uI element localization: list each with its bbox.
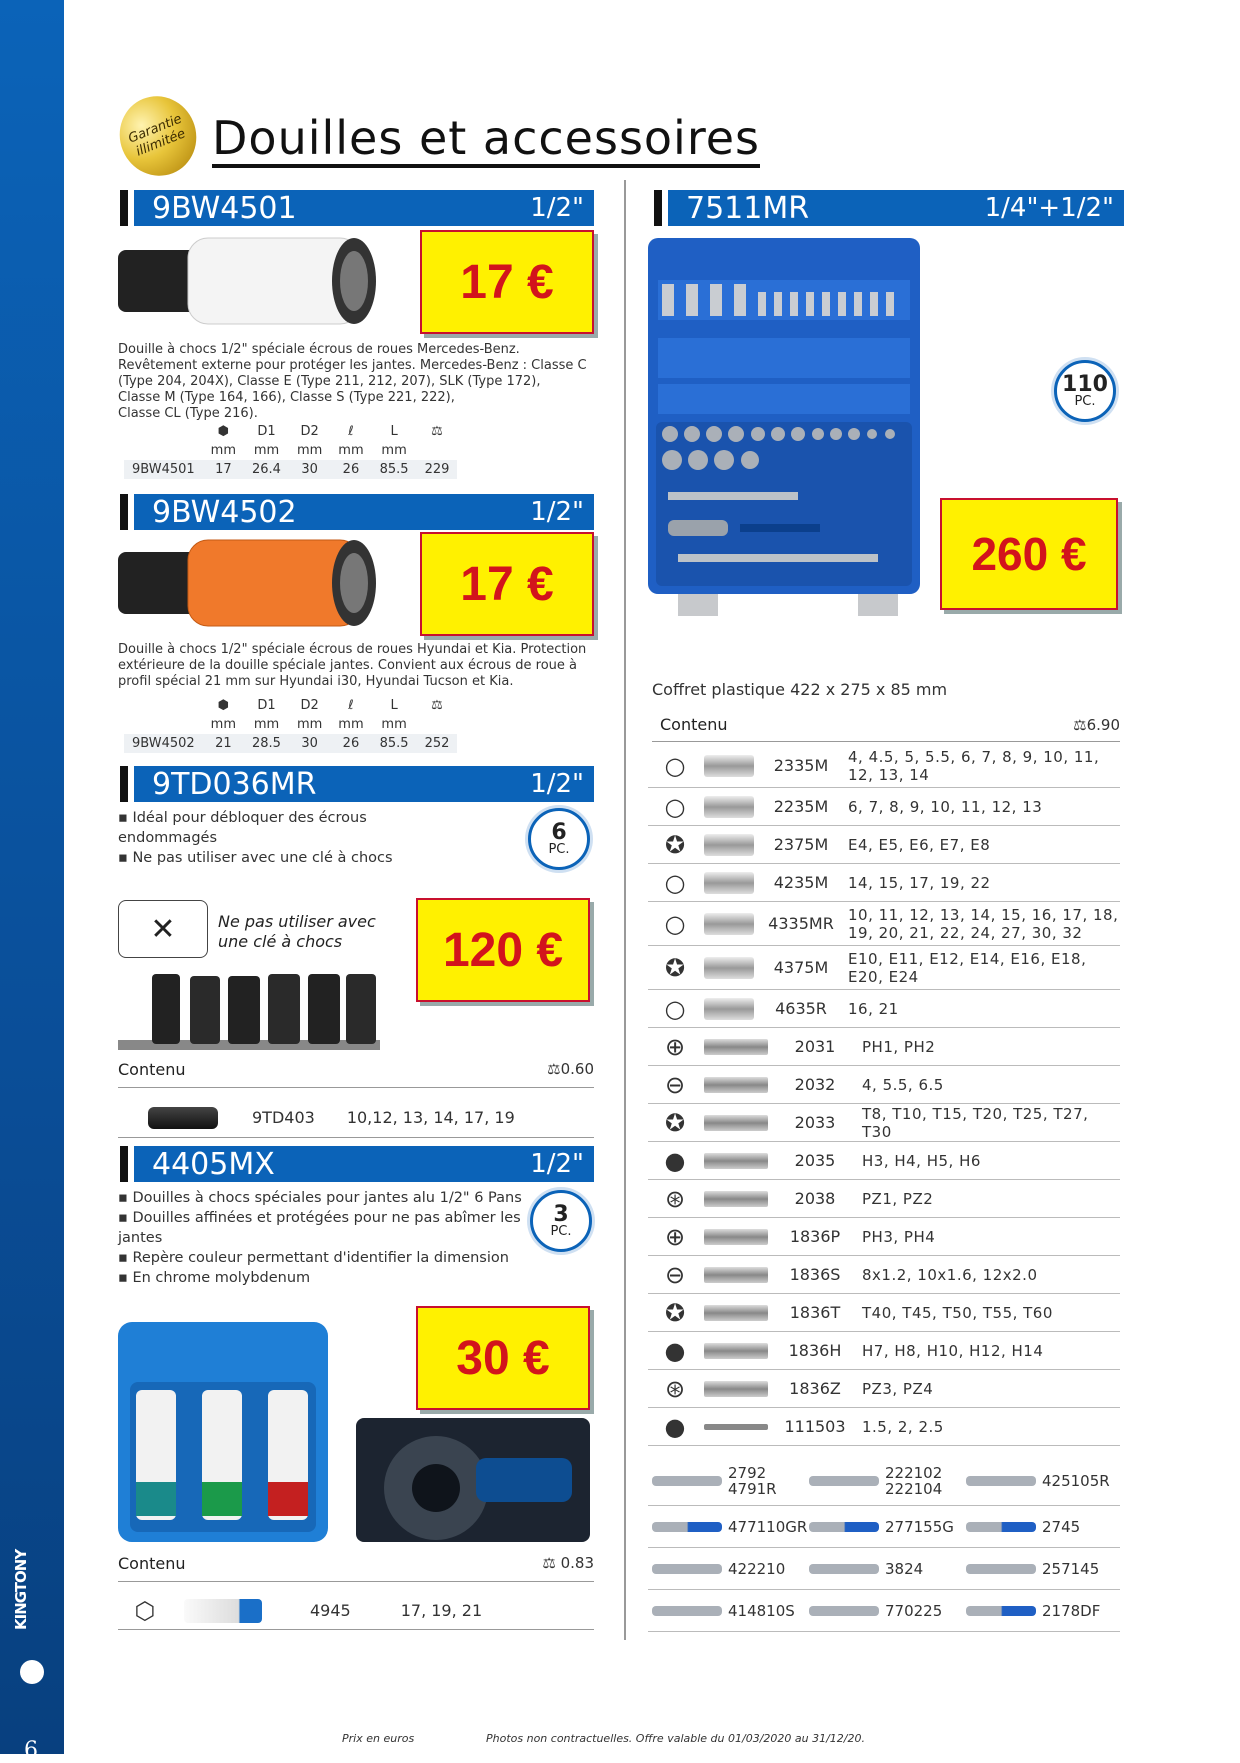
hex-icon: ⬡ xyxy=(134,1596,156,1625)
table-row xyxy=(648,1066,1120,1104)
footer-prices: Prix en euros xyxy=(342,1732,415,1745)
accessory-tool-image xyxy=(809,1476,879,1486)
accessory-code: 770225 xyxy=(885,1601,943,1620)
contenu-header: Contenu ⚖ 0.83 xyxy=(118,1554,594,1582)
accessory-code: 2745 xyxy=(1042,1517,1081,1536)
tip-profile-icon: ● xyxy=(664,1336,686,1365)
bit-image xyxy=(704,1305,768,1321)
accessory-code: 277155G xyxy=(885,1517,954,1536)
accessory-item xyxy=(966,1519,1116,1535)
drive-size: 1/2" xyxy=(530,769,584,799)
product-code: 4405MX xyxy=(152,1146,275,1182)
product-code: 7511MR xyxy=(686,190,810,226)
bit-image xyxy=(704,1229,768,1245)
tip-profile-icon: ✪ xyxy=(664,953,686,982)
item-code: 1836Z xyxy=(789,1379,841,1398)
spec-row: 9BW4502 21 28.5 30 26 85.5 252 xyxy=(124,734,457,753)
bit-image xyxy=(704,1191,768,1207)
feature-item: ▪ Repère couleur permettant d'identifier la dimension xyxy=(118,1250,509,1266)
item-code: 2375M xyxy=(773,835,829,854)
item-sizes: PZ3, PZ4 xyxy=(862,1379,934,1398)
contenu-header: Contenu ⚖0.60 xyxy=(118,1060,594,1088)
accessory-code: 257145 xyxy=(1042,1559,1100,1578)
item-code: 111503 xyxy=(784,1417,846,1436)
socket-image-orange xyxy=(118,534,382,632)
product-code: 9TD036MR xyxy=(152,766,317,802)
feature-item: ▪ Idéal pour débloquer des écrous endommagés xyxy=(118,810,367,846)
item-sizes: PZ1, PZ2 xyxy=(862,1189,934,1208)
accessory-item xyxy=(966,1603,1116,1619)
tip-profile-icon: ⊖ xyxy=(664,1260,686,1289)
item-code: 4635R xyxy=(775,999,827,1018)
piece-count-badge: 6 PC. xyxy=(528,808,590,870)
list-item: ⬡ 4945 17, 19, 21 xyxy=(118,1592,594,1630)
accessories-list xyxy=(648,1456,1120,1632)
tip-profile-icon: ⊕ xyxy=(664,1032,686,1061)
item-sizes: E4, E5, E6, E7, E8 xyxy=(848,835,991,854)
item-code: 4235M xyxy=(773,873,829,892)
item-code: 2235M xyxy=(773,797,829,816)
tip-profile-icon: ⊖ xyxy=(664,1070,686,1099)
tip-profile-icon: ✪ xyxy=(664,830,686,859)
accessory-code: 422210 xyxy=(728,1559,786,1578)
tip-profile-icon: ⊕ xyxy=(664,1222,686,1251)
column-divider xyxy=(624,180,626,1640)
item-code: 1836T xyxy=(789,1303,841,1322)
product-header-9bw4502 xyxy=(134,494,594,530)
contents-list xyxy=(648,744,1120,1446)
item-sizes: 16, 21 xyxy=(848,999,899,1018)
tip-profile-icon: ⊛ xyxy=(664,1374,686,1403)
weight-value: ⚖ 0.83 xyxy=(542,1554,594,1572)
table-row xyxy=(648,1332,1120,1370)
item-sizes: T8, T10, T15, T20, T25, T27, T30 xyxy=(862,1104,1089,1141)
product-header-4405mx xyxy=(134,1146,594,1182)
extractor-set-image xyxy=(118,968,380,1054)
price-tag: 17 € xyxy=(420,532,594,636)
accessory-row xyxy=(648,1506,1120,1548)
socket-image xyxy=(704,796,754,818)
accessory-tool-image xyxy=(966,1564,1036,1574)
weight-icon: ⚖ xyxy=(431,424,443,439)
price-tag: 17 € xyxy=(420,230,594,334)
accessory-tool-image xyxy=(652,1476,722,1486)
wheel-socket-icon xyxy=(184,1599,262,1623)
bit-image xyxy=(704,1039,768,1055)
item-code: 1836H xyxy=(788,1341,842,1360)
accessory-item xyxy=(652,1561,802,1577)
socket-image xyxy=(704,872,754,894)
wheel-socket-case-image xyxy=(118,1322,328,1542)
table-row xyxy=(648,1142,1120,1180)
spec-row: 9BW4501 17 26.4 30 26 85.5 229 xyxy=(124,460,457,479)
drive-size: 1/2" xyxy=(530,497,584,527)
item-sizes: PH1, PH2 xyxy=(862,1037,936,1056)
item-code: 2031 xyxy=(794,1037,836,1056)
table-row xyxy=(648,744,1120,788)
accessory-row xyxy=(648,1590,1120,1632)
item-code: 2035 xyxy=(794,1151,836,1170)
bit-image xyxy=(704,1077,768,1093)
drive-size: 1/2" xyxy=(530,1149,584,1179)
accessory-tool-image xyxy=(652,1522,722,1532)
socket-image xyxy=(704,834,754,856)
accessory-code: 222102 222104 xyxy=(885,1463,943,1498)
accessory-code: 3824 xyxy=(885,1559,924,1578)
accessory-item xyxy=(966,1473,1116,1489)
accessory-item xyxy=(652,1465,802,1497)
list-item: 9TD403 10,12, 13, 14, 17, 19 xyxy=(118,1098,594,1138)
weight-value: ⚖6.90 xyxy=(1073,715,1120,734)
product-description: Douille à chocs 1/2" spéciale écrous de roues Mercedes-Benz. Revêtement externe pour protéger les jantes. Mercedes-Benz : Classe C (Type 204, 204X), Classe E (Type 211, 212, 207), SLK (Type 172), Classe M (Type 164, 166), Classe S (Type 221, 222), Classe CL (Type 216). xyxy=(118,342,587,421)
item-code: 2033 xyxy=(794,1113,836,1132)
tip-profile-icon: ⊛ xyxy=(664,1184,686,1213)
accessory-code: 2178DF xyxy=(1042,1601,1101,1620)
item-code: 1836S xyxy=(789,1265,841,1284)
tip-profile-icon: ✪ xyxy=(664,1108,686,1137)
accessory-tool-image xyxy=(652,1564,722,1574)
item-sizes: T40, T45, T50, T55, T60 xyxy=(862,1303,1053,1322)
drive-size: 1/4"+1/2" xyxy=(984,193,1114,223)
item-code: 2335M xyxy=(773,756,829,775)
socket-image xyxy=(704,998,754,1020)
tip-profile-icon: ○ xyxy=(664,868,686,897)
item-code: 2038 xyxy=(794,1189,836,1208)
bit-image xyxy=(704,1343,768,1359)
drive-size: 1/2" xyxy=(530,193,584,223)
accessory-code: 477110GR xyxy=(728,1517,808,1536)
weight-value: ⚖0.60 xyxy=(547,1060,594,1078)
table-row xyxy=(648,864,1120,902)
item-sizes: H7, H8, H10, H12, H14 xyxy=(862,1341,1044,1360)
accessory-item xyxy=(809,1561,959,1577)
item-sizes: E10, E11, E12, E14, E16, E18, E20, E24 xyxy=(848,949,1087,986)
accessory-item xyxy=(652,1517,808,1536)
weight-icon: ⚖ xyxy=(431,698,443,713)
socket-image-white xyxy=(118,232,382,330)
table-row xyxy=(648,1370,1120,1408)
warning-text: Ne pas utiliser avec une clé à chocs xyxy=(218,912,376,951)
product-header-9td036mr xyxy=(134,766,594,802)
bit-image xyxy=(704,1381,768,1397)
spec-table: ⬢ D1 D2 ℓ L ⚖ mm mm mm mm mm 9BW4502 21 28.5 30 26 85.5 252 xyxy=(124,696,457,753)
accessory-row xyxy=(648,1548,1120,1590)
sidebar xyxy=(0,0,64,1763)
product-description: Douille à chocs 1/2" spéciale écrous de roues Hyundai et Kia. Protection extérieure de la douille spéciale jantes. Convient aux écrous de roue à profil spécial 21 mm sur Hyundai i30, Hyundai Tucson et Kia. xyxy=(118,642,587,689)
hex-icon: ⬢ xyxy=(217,698,230,713)
product-code: 9BW4501 xyxy=(152,190,297,226)
product-header-7511mr xyxy=(668,190,1124,226)
bit-image xyxy=(704,1153,768,1169)
extractor-socket-icon xyxy=(148,1107,218,1129)
item-sizes: 4, 5.5, 6.5 xyxy=(862,1075,944,1094)
usage-photo xyxy=(356,1418,590,1542)
accessory-row xyxy=(648,1456,1120,1506)
item-sizes: 6, 7, 8, 9, 10, 11, 12, 13 xyxy=(848,797,1043,816)
socket-image xyxy=(704,913,754,935)
socket-image xyxy=(704,957,754,979)
table-row xyxy=(648,990,1120,1028)
spec-table: ⬢ D1 D2 ℓ L ⚖ mm mm mm mm mm 9BW4501 17 26.4 30 26 85.5 229 xyxy=(124,422,457,479)
table-row xyxy=(648,1408,1120,1446)
accessory-item xyxy=(652,1603,802,1619)
accessory-code: 414810S xyxy=(728,1601,795,1620)
accessory-tool-image xyxy=(966,1606,1036,1616)
accessory-item xyxy=(809,1465,959,1497)
contenu-header: Contenu ⚖6.90 xyxy=(652,708,1120,742)
table-row xyxy=(648,1256,1120,1294)
accessory-tool-image xyxy=(809,1564,879,1574)
product-header-9bw4501 xyxy=(134,190,594,226)
brand-emblem-icon xyxy=(20,1660,44,1684)
item-code: 1836P xyxy=(789,1227,841,1246)
feature-item: ▪ En chrome molybdenum xyxy=(118,1270,311,1286)
footer-note: Photos non contractuelles. Offre valable du 01/03/2020 au 31/12/20. xyxy=(486,1732,865,1745)
piece-count-badge: 3 PC. xyxy=(530,1190,592,1252)
case-dimensions: Coffret plastique 422 x 275 x 85 mm xyxy=(652,680,948,699)
tip-profile-icon: ○ xyxy=(664,909,686,938)
tip-profile-icon: ○ xyxy=(664,994,686,1023)
item-sizes: PH3, PH4 xyxy=(862,1227,936,1246)
tip-profile-icon: ○ xyxy=(664,751,686,780)
item-sizes: 4, 4.5, 5, 5.5, 6, 7, 8, 9, 10, 11, 12, 13, 14 xyxy=(848,747,1100,784)
accessory-item xyxy=(809,1519,959,1535)
table-row xyxy=(648,946,1120,990)
table-row xyxy=(648,902,1120,946)
price-tag: 30 € xyxy=(416,1306,590,1410)
key-image xyxy=(704,1424,768,1430)
product-code: 9BW4502 xyxy=(152,494,297,530)
feature-item: ▪ Douilles à chocs spéciales pour jantes alu 1/2" 6 Pans xyxy=(118,1190,522,1206)
feature-list xyxy=(118,1188,530,1288)
accessory-tool-image xyxy=(966,1522,1036,1532)
table-row xyxy=(648,788,1120,826)
table-row xyxy=(648,826,1120,864)
guarantee-badge: Garantie illimitée xyxy=(108,85,208,188)
tip-profile-icon: ○ xyxy=(664,792,686,821)
accessory-code: 2792 4791R xyxy=(728,1463,777,1498)
page-title: Douilles et accessoires xyxy=(212,112,760,168)
accessory-item xyxy=(809,1603,959,1619)
impact-wrench-warning-icon: ✕ xyxy=(118,900,208,958)
price-tag: 260 € xyxy=(940,498,1118,610)
item-sizes: 14, 15, 17, 19, 22 xyxy=(848,873,991,892)
socket-image xyxy=(704,755,754,777)
accessory-tool-image xyxy=(809,1522,879,1532)
table-row xyxy=(648,1104,1120,1142)
table-row xyxy=(648,1294,1120,1332)
item-code: 4335MR xyxy=(768,914,834,933)
feature-item: ▪ Douilles affinées et protégées pour ne pas abîmer les jantes xyxy=(118,1210,521,1246)
tip-profile-icon: ● xyxy=(664,1412,686,1441)
item-sizes: 10, 11, 12, 13, 14, 15, 16, 17, 18, 19, 20, 21, 22, 24, 27, 30, 32 xyxy=(848,905,1119,942)
accessory-item xyxy=(966,1561,1116,1577)
item-code: 4375M xyxy=(773,958,829,977)
price-tag: 120 € xyxy=(416,898,590,1002)
table-row xyxy=(648,1218,1120,1256)
piece-count-badge: 110 PC. xyxy=(1054,360,1116,422)
accessory-tool-image xyxy=(809,1606,879,1616)
item-sizes: 1.5, 2, 2.5 xyxy=(862,1417,944,1436)
item-code: 2032 xyxy=(794,1075,836,1094)
feature-item: ▪ Ne pas utiliser avec une clé à chocs xyxy=(118,850,393,866)
hex-icon: ⬢ xyxy=(217,424,230,439)
brand-logo: KINGTONY xyxy=(12,1549,30,1630)
accessory-tool-image xyxy=(652,1606,722,1616)
tip-profile-icon: ● xyxy=(664,1146,686,1175)
table-row xyxy=(648,1180,1120,1218)
bit-image xyxy=(704,1115,768,1131)
tip-profile-icon: ✪ xyxy=(664,1298,686,1327)
page-number: 6 xyxy=(24,1738,38,1763)
feature-list xyxy=(118,808,418,868)
accessory-code: 425105R xyxy=(1042,1471,1110,1490)
item-sizes: H3, H4, H5, H6 xyxy=(862,1151,981,1170)
bit-image xyxy=(704,1267,768,1283)
item-sizes: 8x1.2, 10x1.6, 12x2.0 xyxy=(862,1265,1038,1284)
accessory-tool-image xyxy=(966,1476,1036,1486)
tool-case-image xyxy=(648,238,920,618)
table-row xyxy=(648,1028,1120,1066)
